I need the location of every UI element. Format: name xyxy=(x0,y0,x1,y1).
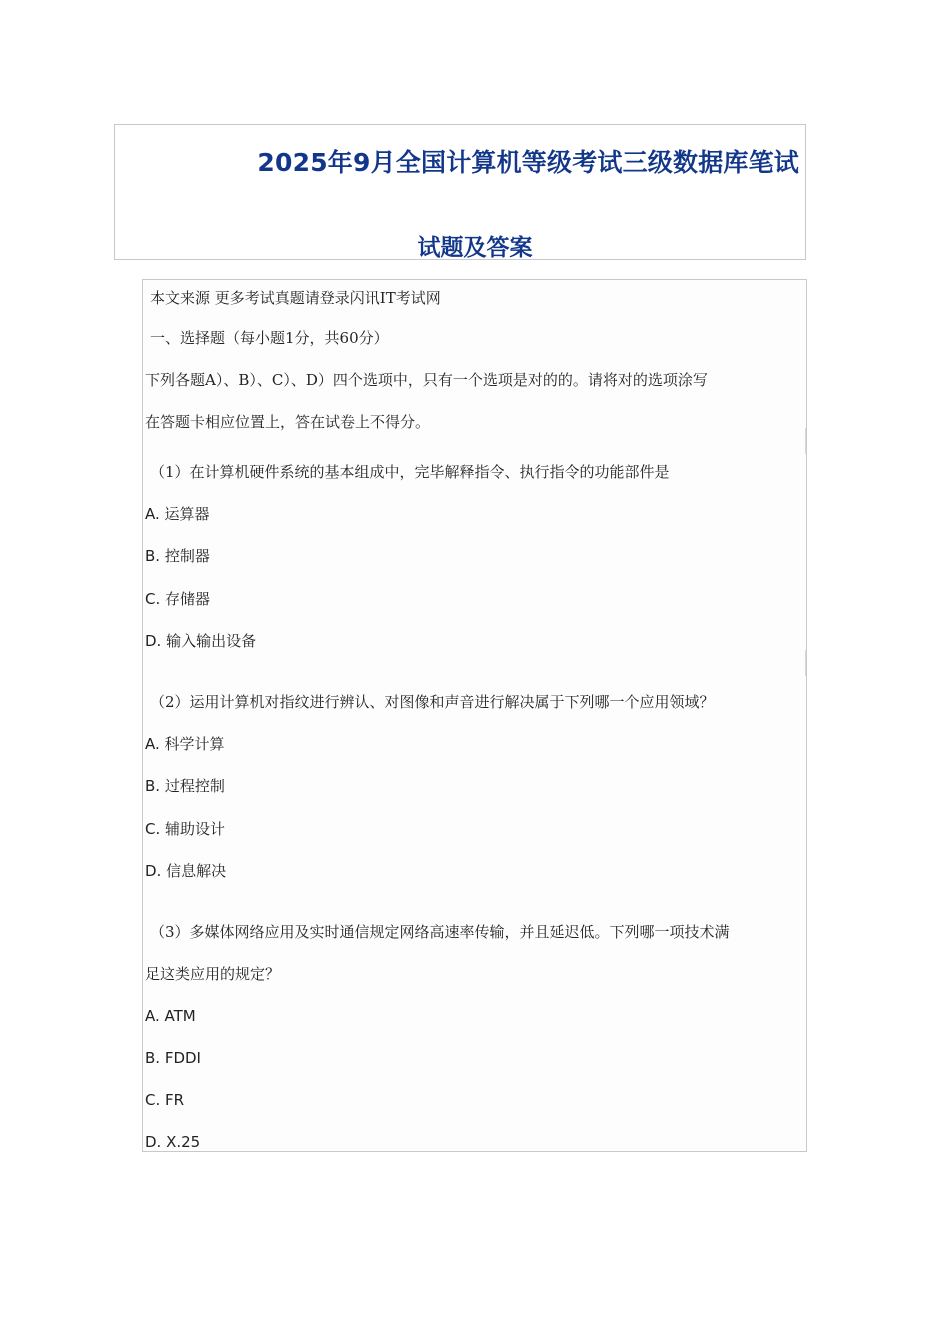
section-heading: 一、选择题（每小题1分，共60分） xyxy=(150,329,389,347)
source-note: 本文来源 更多考试真题请登录闪讯IT考试网 xyxy=(150,289,441,307)
q3-option-a: A. ATM xyxy=(145,1007,196,1025)
question-3-line2: 足这类应用的规定？ xyxy=(145,965,281,983)
title-box xyxy=(114,124,806,260)
q2-option-c: C. 辅助设计 xyxy=(145,820,226,838)
q2-option-b: B. 过程控制 xyxy=(145,777,225,795)
content-box xyxy=(142,279,807,1152)
q1-option-c: C. 存储器 xyxy=(145,590,211,608)
q1-option-b: B. 控制器 xyxy=(145,547,210,565)
instructions-line1: 下列各题A）、B）、C）、D）四个选项中，只有一个选项是对的的。请将对的选项涂写 xyxy=(145,371,708,389)
question-3-line1: （3）多媒体网络应用及实时通信规定网络高速率传输，并且延迟低。下列哪一项技术满 xyxy=(150,923,730,941)
instructions-line2: 在答题卡相应位置上，答在试卷上不得分。 xyxy=(145,413,431,431)
question-1: （1）在计算机硬件系统的基本组成中，完毕解释指令、执行指令的功能部件是 xyxy=(150,463,670,481)
q3-option-d: D. X.25 xyxy=(145,1133,201,1151)
document-subtitle: 试题及答案 xyxy=(417,235,533,261)
q2-option-a: A. 科学计算 xyxy=(145,735,225,753)
document-title: 2025年9月全国计算机等级考试三级数据库笔试 xyxy=(257,148,799,177)
q2-option-d: D. 信息解决 xyxy=(145,862,227,880)
q3-option-b: B. FDDI xyxy=(145,1049,201,1067)
question-2: （2）运用计算机对指纹进行辨认、对图像和声音进行解决属于下列哪一个应用领域？ xyxy=(150,693,715,711)
q1-option-a: A. 运算器 xyxy=(145,505,210,523)
q1-option-d: D. 输入输出设备 xyxy=(145,632,257,650)
q3-option-c: C. FR xyxy=(145,1091,185,1109)
